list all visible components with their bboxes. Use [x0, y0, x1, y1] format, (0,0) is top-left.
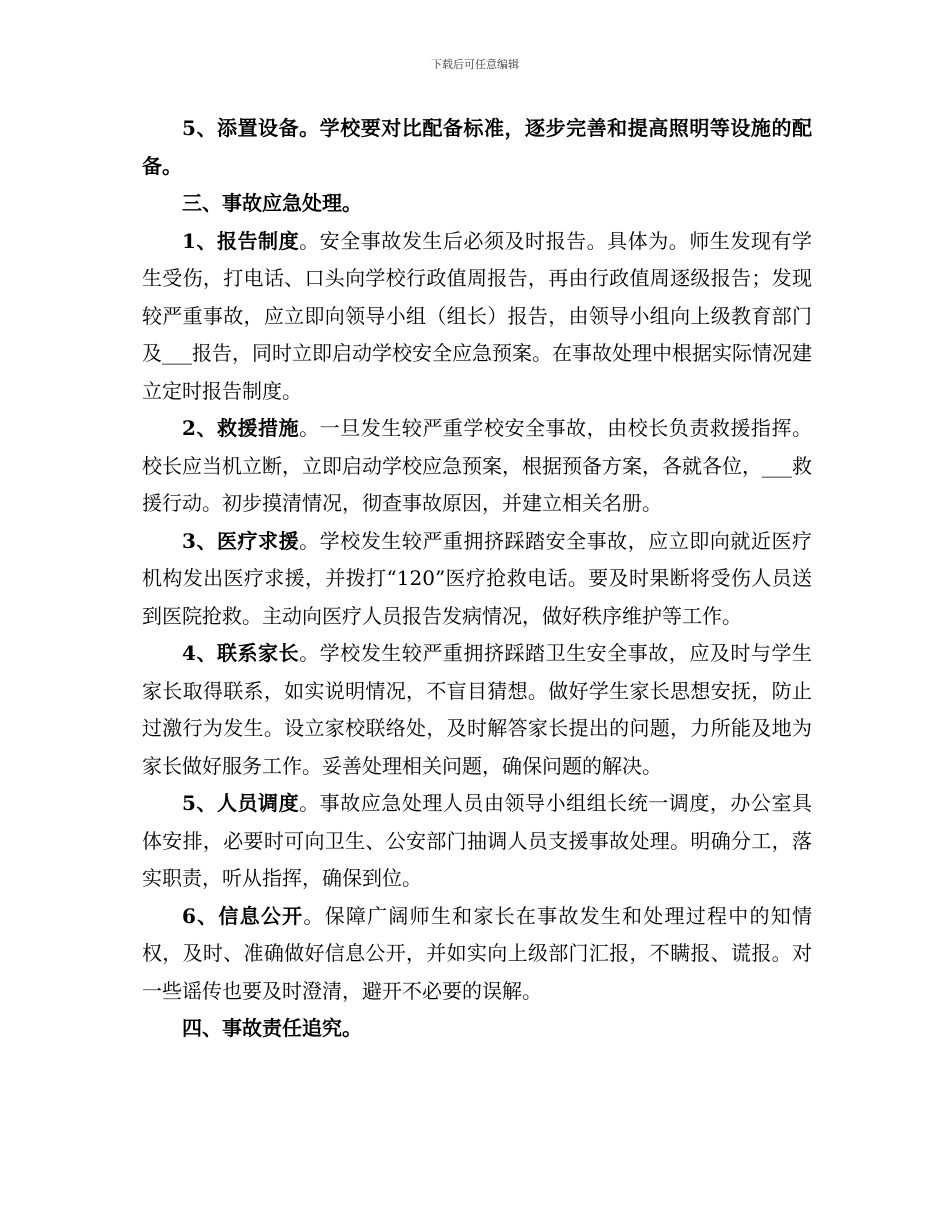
paragraph-heading: 3、医疗求援	[182, 528, 300, 553]
page-header: 下载后可任意编辑	[431, 58, 519, 71]
paragraph-text: 。事故应急处理人员由领导小组组长统一调度，办公室具体安排，必要时可向卫生、公安部门抽调人员支援事故处理。明确分工，落实职责，听从指挥，确保到位。	[142, 791, 813, 890]
paragraph-heading: 三、事故应急处理。	[182, 191, 362, 215]
paragraph-heading: 四、事故责任追究。	[182, 1016, 362, 1040]
paragraph-text: 。安全事故发生后必须及时报告。具体为。师生发现有学生受伤，打电话、口头向学校行政值周报告，再由行政值周逐级报告；发现较严重事故，应立即向领导小组（组长）报告，由领导小组向上级教育部门及___报告，同时立即启动学校安全应急预案。在事故处理中根据实际情况建立定时报告制度。	[142, 228, 813, 403]
paragraph-text: 。一旦发生较严重学校安全事故，由校长负责救援指挥。校长应当机立断，立即启动学校应急预案，根据预备方案，各就各位，___救援行动。初步摸清情况，彻查事故原因，并建立相关名册。	[142, 416, 813, 515]
paragraph-heading: 5、添置设备。学校要对比配备标准，逐步完善和提高照明等设施的配备。	[142, 116, 812, 178]
paragraph-dispatch	[142, 785, 812, 898]
paragraph-disclosure	[142, 898, 812, 1011]
paragraph-rescue	[142, 410, 812, 523]
paragraph-heading: 1、报告制度	[182, 228, 300, 253]
section-heading-emergency	[142, 185, 812, 223]
paragraph-heading: 6、信息公开	[182, 903, 304, 928]
paragraph-contact-parents	[142, 635, 812, 785]
paragraph-medical	[142, 523, 812, 636]
section-heading-accountability	[142, 1010, 812, 1048]
paragraph-report-system	[142, 223, 812, 411]
paragraph-text: 。学校发生较严重拥挤踩踏安全事故，应立即向就近医疗机构发出医疗求援，并拨打“120”医疗抢救电话。要及时果断将受伤人员送到医院抢救。主动向医疗人员报告发病情况，做好秩序维护等工作。	[142, 528, 813, 628]
paragraph-heading: 5、人员调度	[182, 791, 300, 815]
paragraph-heading: 2、救援措施	[182, 416, 300, 440]
paragraph-equipment	[142, 110, 812, 185]
paragraph-text: 。保障广阔师生和家长在事故发生和处理过程中的知情权，及时、准确做好信息公开，并如实向上级部门汇报，不瞒报、谎报。对一些谣传也要及时澄清，避开不必要的误解。	[142, 903, 813, 1003]
document-body	[142, 110, 812, 1048]
paragraph-text: 。学校发生较严重拥挤踩踏卫生安全事故，应及时与学生家长取得联系，如实说明情况，不盲目猜想。做好学生家长思想安抚，防止过激行为发生。设立家校联络处，及时解答家长提出的问题，力所能及地为家长做好服务工作。妥善处理相关问题，确保问题的解决。	[142, 641, 813, 778]
paragraph-heading: 4、联系家长	[182, 641, 300, 665]
